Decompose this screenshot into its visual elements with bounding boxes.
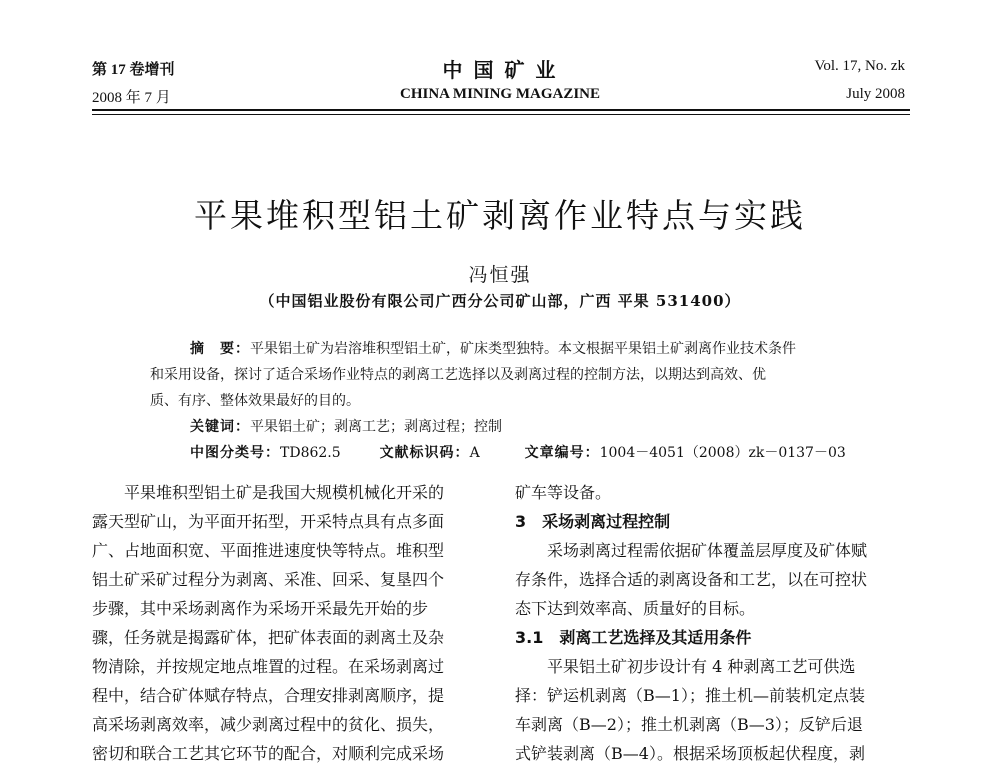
body-left-line: 铝土矿采矿过程分为剥离、采准、回采、复垦四个 [92, 570, 445, 589]
body-left-line: 骤，任务就是揭露矿体，把矿体表面的剥离土及杂 [92, 628, 445, 647]
section-heading: 3.1 剥离工艺选择及其适用条件 [515, 628, 752, 647]
doc-code-label: 文献标识码： [379, 445, 470, 461]
header-rule-thick [92, 109, 910, 111]
body-right-line: 平果铝土矿初步设计有 4 种剥离工艺可供选 [515, 657, 856, 676]
body-right-line: 车剥离（B—2）；推土机剥离（B—3）；反铲后退 [515, 715, 863, 734]
body-right-line: 式铲装剥离（B—4）。根据采场顶板起伏程度，剥 [515, 744, 865, 763]
abstract-line-2: 和采用设备，探讨了适合采场作业特点的剥离工艺选择以及剥离过程的控制方法，以期达到高效、优 [150, 367, 766, 383]
journal-name-cn: 中 国 矿 业 [442, 58, 558, 82]
body-left-line: 步骤，其中采场剥离作为采场开采最先开始的步 [92, 599, 429, 618]
abstract-label: 摘 要： [190, 341, 250, 357]
body-left-line: 密切和联合工艺其它环节的配合，对顺利完成采场 [92, 744, 445, 763]
clc-label: 中图分类号： [190, 445, 280, 461]
abstract-text-1: 平果铝土矿为岩溶堆积型铝土矿，矿床类型独特。本文根据平果铝土矿剥离作业技术条件 [250, 341, 796, 357]
body-right-column [515, 478, 915, 768]
keywords-text: 平果铝土矿；剥离工艺；剥离过程；控制 [250, 419, 502, 435]
body-left-line: 平果堆积型铝土矿是我国大规模机械化开采的 [92, 483, 445, 502]
clc-value: TD862.5 [280, 445, 341, 461]
volume-en: Vol. 17, No. zk [814, 58, 905, 74]
body-left-line: 程中，结合矿体赋存特点，合理安排剥离顺序，提 [92, 686, 445, 705]
body-left-line: 露天型矿山，为平面开拓型，开采特点具有点多面 [92, 512, 445, 531]
date-en: July 2008 [846, 86, 905, 102]
date-cn: 2008 年 7 月 [92, 90, 171, 106]
body-right-line: 矿车等设备。 [515, 483, 612, 502]
doc-code-value: A [469, 445, 480, 461]
author-name: 冯恒强 [468, 264, 532, 286]
body-right-line: 采场剥离过程需依据矿体覆盖层厚度及矿体赋 [515, 541, 868, 560]
journal-name-en: CHINA MINING MAGAZINE [399, 86, 600, 102]
abstract-line-1 [190, 338, 796, 358]
body-left-column [92, 478, 497, 768]
section-heading: 3 采场剥离过程控制 [515, 512, 671, 531]
keywords-line [190, 416, 502, 436]
body-left-line: 物清除，并按规定地点堆置的过程。在采场剥离过 [92, 657, 445, 676]
author-affiliation: （中国铝业股份有限公司广西分公司矿山部，广西 平果 531400） [259, 292, 741, 310]
classification-line [190, 442, 846, 462]
body-left-line: 高采场剥离效率，减少剥离过程中的贫化、损失， [92, 715, 445, 734]
body-right-line: 态下达到效率高、质量好的目标。 [515, 599, 756, 618]
volume-issue-cn: 第 17 卷增刊 [92, 62, 175, 78]
article-no-label: 文章编号： [524, 445, 600, 461]
body-right-line: 择：铲运机剥离（B—1）；推土机—前装机定点装 [515, 686, 865, 705]
article-title: 平果堆积型铝土矿剥离作业特点与实践 [194, 196, 806, 235]
keywords-label: 关键词： [190, 419, 250, 435]
header-rule-thin [92, 114, 910, 115]
body-right-line: 存条件，选择合适的剥离设备和工艺，以在可控状 [515, 570, 868, 589]
body-left-line: 广、占地面积宽、平面推进速度快等特点。堆积型 [92, 541, 445, 560]
article-no-value: 1004－4051（2008）zk－0137－03 [599, 445, 846, 461]
abstract-line-3: 质、有序、整体效果最好的目的。 [150, 393, 360, 409]
